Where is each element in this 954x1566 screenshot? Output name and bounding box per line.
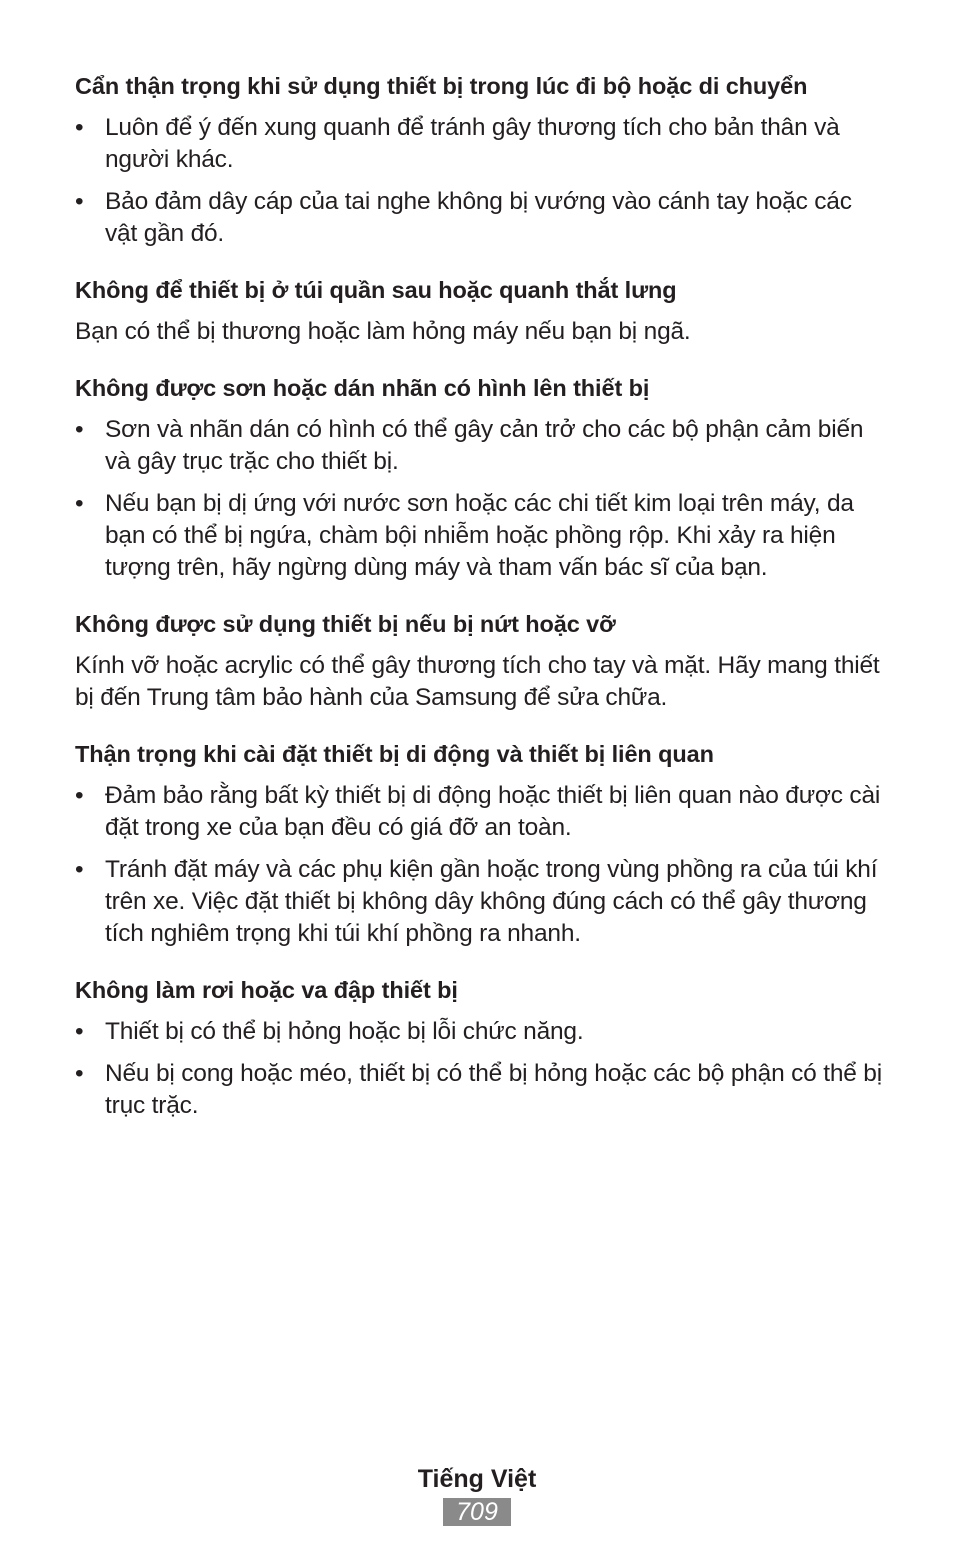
bullet-list xyxy=(75,414,885,584)
bullet-item xyxy=(75,112,885,176)
bullet-list xyxy=(75,112,885,250)
section-back-pocket xyxy=(75,274,885,348)
section-cracked-device xyxy=(75,608,885,714)
bullet-icon: • xyxy=(75,114,84,141)
bullet-icon: • xyxy=(75,856,84,883)
bullet-text: Luôn để ý đến xung quanh để tránh gây thương tích cho bản thân và người khác. xyxy=(105,114,840,173)
bullet-text: Thiết bị có thể bị hỏng hoặc bị lỗi chức năng. xyxy=(105,1018,584,1045)
bullet-text: Nếu bạn bị dị ứng với nước sơn hoặc các chi tiết kim loại trên máy, da bạn có thể bị ngứa, chàm bội nhiễm hoặc phồng rộp. Khi xảy ra hiện tượng trên, hãy ngừng dùng máy và tham vấn bác sĩ của bạn. xyxy=(105,490,854,581)
section-paragraph: Kính vỡ hoặc acrylic có thể gây thương tích cho tay và mặt. Hãy mang thiết bị đến Trung tâm bảo hành của Samsung để sửa chữa. xyxy=(75,652,880,711)
bullet-item xyxy=(75,780,885,844)
bullet-icon: • xyxy=(75,416,84,443)
bullet-text: Sơn và nhãn dán có hình có thể gây cản trở cho các bộ phận cảm biến và gây trục trặc cho thiết bị. xyxy=(105,416,864,475)
section-heading: Không để thiết bị ở túi quần sau hoặc quanh thắt lưng xyxy=(75,277,677,303)
section-heading: Không làm rơi hoặc va đập thiết bị xyxy=(75,977,458,1003)
section-walking-caution xyxy=(75,70,885,250)
bullet-item xyxy=(75,186,885,250)
bullet-icon: • xyxy=(75,1018,84,1045)
bullet-item xyxy=(75,414,885,478)
bullet-item xyxy=(75,1016,885,1048)
section-mobile-install xyxy=(75,738,885,950)
bullet-list xyxy=(75,780,885,950)
bullet-list xyxy=(75,1016,885,1122)
bullet-item xyxy=(75,488,885,584)
section-heading: Không được sơn hoặc dán nhãn có hình lên thiết bị xyxy=(75,375,650,401)
footer-language: Tiếng Việt xyxy=(417,1465,537,1493)
document-body xyxy=(75,70,885,1146)
section-heading: Cẩn thận trọng khi sử dụng thiết bị trong lúc đi bộ hoặc di chuyển xyxy=(75,73,808,99)
bullet-text: Tránh đặt máy và các phụ kiện gần hoặc trong vùng phồng ra của túi khí trên xe. Việc đặt thiết bị không dây không đúng cách có thể gây thương tích nghiêm trọng khi túi khí phồng ra nhanh. xyxy=(105,856,878,947)
section-heading: Không được sử dụng thiết bị nếu bị nứt hoặc vỡ xyxy=(75,611,616,637)
bullet-icon: • xyxy=(75,490,84,517)
bullet-text: Nếu bị cong hoặc méo, thiết bị có thể bị hỏng hoặc các bộ phận có thể bị trục trặc. xyxy=(105,1060,882,1119)
page-footer xyxy=(0,1462,954,1526)
section-paint-stickers xyxy=(75,372,885,584)
bullet-icon: • xyxy=(75,782,84,809)
bullet-item xyxy=(75,1058,885,1122)
bullet-icon: • xyxy=(75,1060,84,1087)
section-heading: Thận trọng khi cài đặt thiết bị di động và thiết bị liên quan xyxy=(75,741,714,767)
page-number-badge: 709 xyxy=(443,1498,511,1526)
bullet-icon: • xyxy=(75,188,84,215)
bullet-text: Bảo đảm dây cáp của tai nghe không bị vướng vào cánh tay hoặc các vật gần đó. xyxy=(105,188,852,247)
section-paragraph: Bạn có thể bị thương hoặc làm hỏng máy nếu bạn bị ngã. xyxy=(75,318,691,345)
bullet-text: Đảm bảo rằng bất kỳ thiết bị di động hoặc thiết bị liên quan nào được cài đặt trong xe của bạn đều có giá đỡ an toàn. xyxy=(105,782,881,841)
section-drop-impact xyxy=(75,974,885,1122)
bullet-item xyxy=(75,854,885,950)
